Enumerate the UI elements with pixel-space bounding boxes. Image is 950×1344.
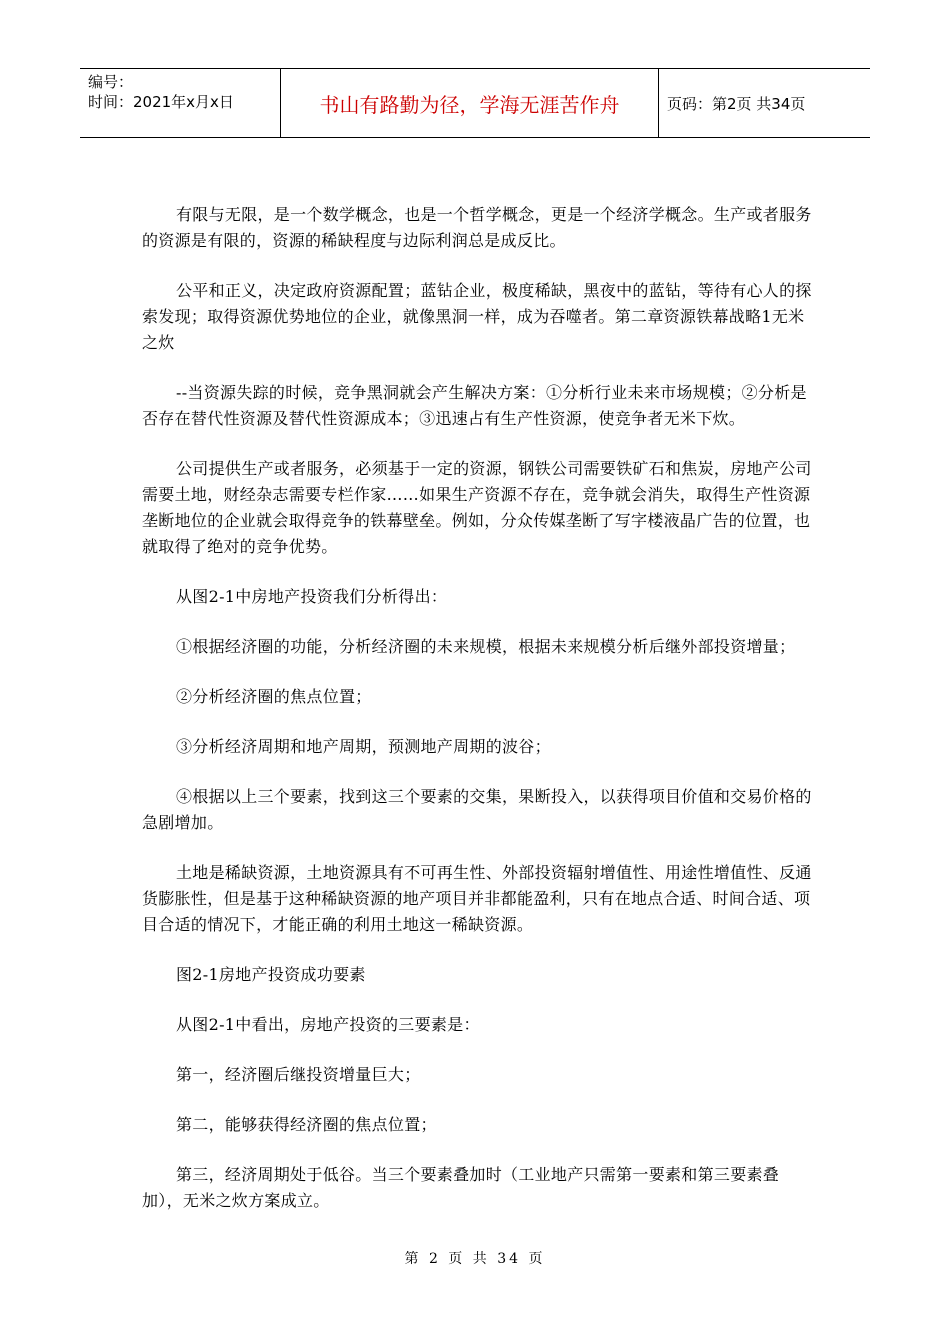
document-body <box>142 202 814 1238</box>
date-label: 时间：2021年x月x日 <box>88 93 234 111</box>
paragraph: ①根据经济圈的功能，分析经济圈的未来规模，根据未来规模分析后继外部投资增量； <box>176 637 796 656</box>
paragraph: 有限与无限，是一个数学概念，也是一个哲学概念，更是一个经济学概念。生产或者服务的资源是有限的，资源的稀缺程度与边际利润总是成反比。 <box>142 205 812 250</box>
header-motto: 书山有路勤为径，学海无涯苦作舟 <box>281 69 659 137</box>
number-label: 编号： <box>88 73 134 91</box>
paragraph: 从图2-1中看出，房地产投资的三要素是： <box>176 1015 480 1034</box>
page-footer: 第 2 页 共 34 页 <box>404 1251 546 1267</box>
document-header <box>80 68 870 138</box>
paragraph: --当资源失踪的时候，竞争黑洞就会产生解决方案：①分析行业未来市场规模；②分析是否存在替代性资源及替代性资源成本；③迅速占有生产性资源，使竞争者无米下炊。 <box>142 383 807 428</box>
paragraph: 公平和正义，决定政府资源配置；蓝钻企业，极度稀缺，黑夜中的蓝钻，等待有心人的探索发现；取得资源优势地位的企业，就像黑洞一样，成为吞噬者。第二章资源铁幕战略1无米之炊 <box>142 281 812 352</box>
paragraph: ③分析经济周期和地产周期，预测地产周期的波谷； <box>176 737 551 756</box>
paragraph: 第二，能够获得经济圈的焦点位置； <box>176 1115 437 1134</box>
paragraph: 土地是稀缺资源，土地资源具有不可再生性、外部投资辐射增值性、用途性增值性、反通货膨胀性，但是基于这种稀缺资源的地产项目并非都能盈利，只有在地点合适、时间合适、项目合适的情况下，才能正确的利用土地这一稀缺资源。 <box>142 863 812 934</box>
paragraph: ④根据以上三个要素，找到这三个要素的交集，果断投入，以获得项目价值和交易价格的急剧增加。 <box>142 787 812 832</box>
figure-caption: 图2-1房地产投资成功要素 <box>176 965 366 984</box>
header-page-info: 页码：第2页 共34页 <box>667 94 806 113</box>
paragraph: 第三，经济周期处于低谷。当三个要素叠加时（工业地产只需第一要素和第三要素叠加），无米之炊方案成立。 <box>142 1165 780 1210</box>
paragraph: 公司提供生产或者服务，必须基于一定的资源，钢铁公司需要铁矿石和焦炭，房地产公司需要土地，财经杂志需要专栏作家……如果生产资源不存在，竞争就会消失，取得生产性资源垄断地位的企业就会取得竞争的铁幕壁垒。例如，分众传媒垄断了写字楼液晶广告的位置，也就取得了绝对的竞争优势。 <box>142 459 812 556</box>
paragraph: 从图2-1中房地产投资我们分析得出： <box>176 587 448 606</box>
paragraph: ②分析经济圈的焦点位置； <box>176 687 372 706</box>
paragraph: 第一，经济圈后继投资增量巨大； <box>176 1065 421 1084</box>
header-meta <box>80 69 281 137</box>
